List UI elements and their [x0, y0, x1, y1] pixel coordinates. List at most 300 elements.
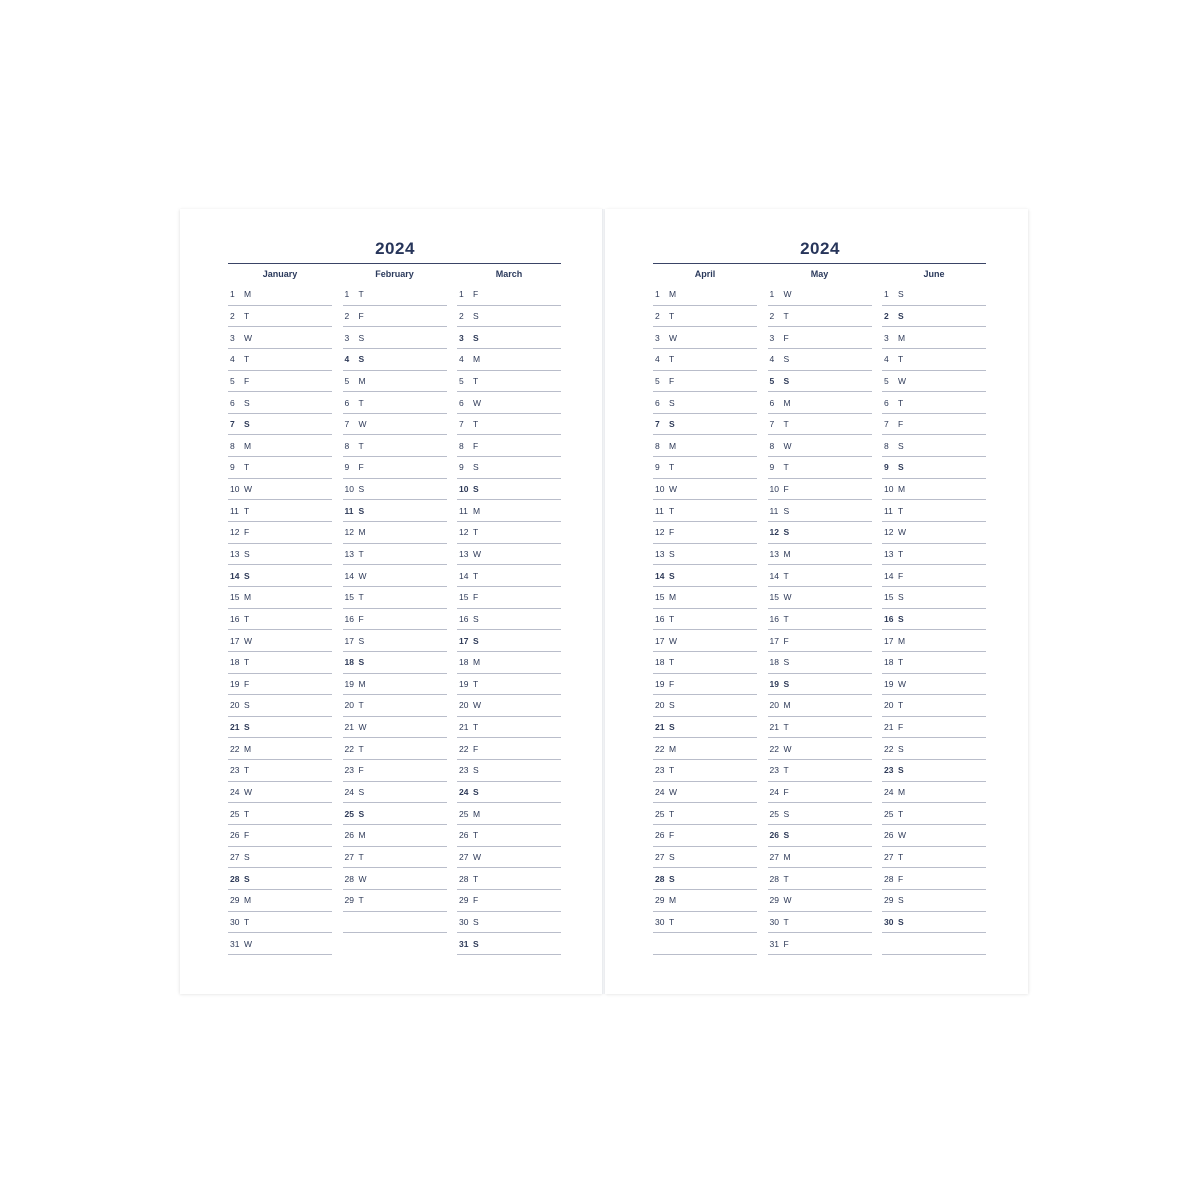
day-number: 11 — [344, 505, 354, 516]
weekday-letter: F — [358, 765, 364, 776]
day-row — [882, 435, 986, 457]
day-number: 27 — [230, 851, 240, 862]
day-row — [228, 652, 332, 674]
day-number: 8 — [884, 440, 889, 451]
day-row — [228, 479, 332, 501]
day-row — [768, 912, 872, 934]
day-number: 5 — [769, 375, 775, 386]
weekday-letter: T — [358, 851, 364, 862]
day-row — [653, 738, 757, 760]
day-row — [228, 565, 332, 587]
day-number: 12 — [230, 527, 240, 538]
months-row — [653, 264, 986, 955]
left-page — [180, 209, 603, 994]
weekday-letter: F — [669, 830, 675, 841]
weekday-letter: S — [244, 851, 250, 862]
day-number: 20 — [344, 700, 354, 711]
day-number: 31 — [459, 938, 469, 949]
weekday-letter: T — [898, 505, 904, 516]
day-number: 30 — [459, 916, 469, 927]
weekday-letter: T — [783, 570, 789, 581]
day-row — [228, 695, 332, 717]
day-row — [343, 609, 447, 631]
day-number: 10 — [884, 484, 894, 495]
weekday-letter: S — [783, 354, 790, 365]
day-row — [882, 912, 986, 934]
weekday-letter: F — [473, 289, 479, 300]
weekday-letter: T — [244, 310, 250, 321]
weekday-letter: T — [244, 462, 250, 473]
day-row — [653, 435, 757, 457]
day-row — [653, 674, 757, 696]
day-number: 13 — [655, 549, 665, 559]
day-row — [882, 371, 986, 393]
day-number: 2 — [655, 310, 660, 321]
month-column — [228, 264, 332, 955]
day-row — [653, 782, 757, 804]
day-row — [457, 695, 561, 717]
day-row — [343, 717, 447, 739]
day-number: 17 — [344, 635, 354, 646]
day-row — [882, 695, 986, 717]
day-number: 25 — [884, 808, 894, 819]
weekday-letter: F — [898, 722, 904, 733]
weekday-letter: T — [244, 657, 250, 668]
weekday-letter: S — [244, 570, 250, 581]
day-row — [653, 544, 757, 566]
weekday-letter: M — [473, 657, 481, 668]
day-number: 3 — [884, 332, 889, 343]
day-number: 4 — [884, 354, 889, 365]
day-row — [768, 868, 872, 890]
day-row — [653, 565, 757, 587]
day-row — [768, 695, 872, 717]
weekday-letter: W — [358, 419, 367, 430]
day-row — [768, 587, 872, 609]
day-number: 24 — [344, 787, 354, 798]
day-row — [882, 609, 986, 631]
day-row — [457, 284, 561, 306]
weekday-letter: T — [473, 375, 479, 386]
day-number: 9 — [655, 462, 660, 473]
month-column — [343, 264, 447, 955]
weekday-letter: M — [358, 527, 366, 538]
weekday-letter: M — [783, 700, 791, 711]
weekday-letter: S — [358, 484, 365, 495]
weekday-letter: S — [783, 830, 790, 841]
day-number: 6 — [655, 397, 660, 408]
day-row — [343, 868, 447, 890]
weekday-letter: F — [473, 743, 479, 754]
day-row — [343, 847, 447, 869]
weekday-letter: S — [783, 527, 790, 538]
weekday-letter: T — [783, 613, 789, 624]
empty-row — [343, 933, 447, 955]
day-row — [653, 609, 757, 631]
day-number: 18 — [344, 657, 354, 668]
day-number: 19 — [769, 678, 779, 689]
day-number: 27 — [459, 851, 469, 862]
day-row — [768, 457, 872, 479]
day-row — [457, 717, 561, 739]
day-number: 9 — [884, 462, 889, 473]
day-row — [343, 522, 447, 544]
empty-row — [882, 933, 986, 955]
day-number: 7 — [655, 419, 660, 430]
day-row — [768, 847, 872, 869]
day-number: 7 — [884, 419, 889, 430]
weekday-letter: W — [898, 830, 907, 841]
day-row — [768, 738, 872, 760]
weekday-letter: T — [898, 354, 904, 365]
day-row — [228, 349, 332, 371]
day-number: 28 — [884, 873, 894, 884]
day-number: 11 — [459, 505, 468, 516]
day-row — [653, 457, 757, 479]
day-row — [228, 847, 332, 869]
day-row — [343, 479, 447, 501]
weekday-letter: F — [783, 635, 789, 646]
day-number: 7 — [769, 419, 775, 430]
weekday-letter: F — [244, 527, 250, 538]
day-row — [882, 349, 986, 371]
day-number: 8 — [230, 440, 235, 451]
day-number: 13 — [884, 549, 894, 559]
weekday-letter: S — [783, 375, 790, 386]
months-row — [228, 264, 561, 955]
weekday-letter: M — [473, 808, 481, 819]
weekday-letter: F — [244, 830, 250, 841]
weekday-letter: T — [898, 657, 904, 668]
day-row — [228, 890, 332, 912]
day-number: 13 — [344, 549, 354, 559]
day-row — [343, 544, 447, 566]
day-number: 10 — [459, 484, 469, 495]
day-number: 19 — [884, 678, 894, 689]
day-row — [768, 284, 872, 306]
day-row — [457, 457, 561, 479]
day-row — [343, 435, 447, 457]
day-number: 1 — [655, 289, 660, 300]
day-number: 17 — [230, 635, 240, 646]
weekday-letter: S — [783, 657, 790, 668]
day-number: 14 — [459, 570, 469, 581]
day-row — [882, 652, 986, 674]
day-number: 22 — [655, 743, 665, 754]
day-row — [343, 565, 447, 587]
month-column — [768, 264, 872, 955]
day-row — [343, 371, 447, 393]
day-row — [228, 674, 332, 696]
day-row — [768, 630, 872, 652]
day-number: 20 — [769, 700, 779, 711]
day-row — [457, 738, 561, 760]
weekday-letter: S — [358, 808, 365, 819]
day-row — [228, 392, 332, 414]
weekday-letter: M — [898, 635, 906, 646]
day-row — [228, 457, 332, 479]
weekday-letter: S — [669, 419, 675, 430]
day-row — [343, 457, 447, 479]
day-number: 15 — [459, 592, 469, 603]
day-row — [228, 630, 332, 652]
weekday-letter: S — [473, 310, 479, 321]
day-row — [768, 522, 872, 544]
day-row — [653, 414, 757, 436]
weekday-letter: S — [473, 765, 479, 776]
day-row — [343, 327, 447, 349]
day-number: 18 — [655, 657, 665, 668]
day-row — [768, 652, 872, 674]
weekday-letter: T — [473, 873, 479, 884]
day-row — [882, 717, 986, 739]
day-number: 13 — [769, 549, 779, 559]
weekday-letter: T — [898, 808, 904, 819]
weekday-letter: S — [898, 592, 904, 603]
day-row — [768, 674, 872, 696]
weekday-letter: W — [473, 700, 482, 711]
year-title: 2024 — [375, 239, 415, 258]
day-number: 5 — [230, 375, 235, 386]
day-row — [653, 392, 757, 414]
weekday-letter: F — [898, 419, 904, 430]
weekday-letter: S — [783, 678, 790, 689]
day-row — [457, 565, 561, 587]
day-number: 17 — [884, 635, 894, 646]
empty-row — [343, 912, 447, 934]
weekday-letter: S — [898, 743, 904, 754]
day-row — [457, 371, 561, 393]
day-number: 3 — [769, 332, 775, 343]
weekday-letter: S — [358, 332, 365, 343]
day-row — [653, 760, 757, 782]
weekday-letter: T — [473, 678, 479, 689]
day-row — [228, 306, 332, 328]
day-row — [882, 803, 986, 825]
weekday-letter: M — [898, 484, 906, 495]
day-number: 25 — [344, 808, 354, 819]
day-number: 28 — [344, 873, 354, 884]
weekday-letter: W — [244, 484, 253, 495]
weekday-letter: W — [473, 397, 482, 408]
day-number: 5 — [459, 375, 464, 386]
day-number: 15 — [884, 592, 894, 603]
weekday-letter: W — [669, 635, 678, 646]
day-row — [228, 738, 332, 760]
day-row — [653, 847, 757, 869]
day-number: 26 — [459, 830, 469, 841]
day-row — [882, 868, 986, 890]
month-name: June — [923, 269, 945, 279]
day-row — [457, 868, 561, 890]
weekday-letter: T — [669, 354, 675, 365]
weekday-letter: M — [473, 505, 481, 516]
day-number: 23 — [230, 765, 240, 776]
weekday-letter: M — [669, 440, 677, 451]
weekday-letter: T — [358, 592, 364, 603]
day-number: 20 — [230, 700, 240, 711]
day-number: 22 — [769, 743, 779, 754]
day-row — [457, 782, 561, 804]
day-number: 12 — [655, 527, 665, 538]
day-row — [457, 825, 561, 847]
day-row — [768, 544, 872, 566]
day-number: 15 — [769, 592, 779, 603]
day-row — [768, 609, 872, 631]
weekday-letter: T — [669, 657, 675, 668]
day-number: 3 — [230, 332, 235, 343]
weekday-letter: T — [783, 916, 789, 927]
day-number: 14 — [344, 570, 354, 581]
weekday-letter: S — [669, 549, 675, 559]
day-row — [768, 717, 872, 739]
weekday-letter: M — [669, 289, 677, 300]
weekday-letter: W — [783, 592, 792, 603]
weekday-letter: S — [244, 722, 250, 733]
day-row — [882, 587, 986, 609]
day-row — [768, 349, 872, 371]
weekday-letter: T — [898, 700, 904, 711]
day-number: 16 — [230, 613, 240, 624]
weekday-letter: S — [473, 635, 479, 646]
day-number: 22 — [230, 743, 240, 754]
month-name: April — [694, 269, 716, 279]
day-row — [343, 392, 447, 414]
day-row — [882, 306, 986, 328]
day-number: 16 — [459, 613, 469, 624]
weekday-letter: W — [898, 375, 907, 386]
day-row — [228, 717, 332, 739]
day-number: 10 — [769, 484, 779, 495]
day-number: 18 — [769, 657, 779, 668]
day-row — [228, 782, 332, 804]
day-number: 5 — [884, 375, 889, 386]
weekday-letter: S — [669, 851, 675, 862]
day-number: 26 — [769, 830, 779, 841]
day-number: 4 — [459, 354, 464, 365]
weekday-letter: S — [244, 873, 250, 884]
day-number: 19 — [344, 678, 354, 689]
day-row — [457, 760, 561, 782]
day-row — [882, 392, 986, 414]
day-number: 27 — [655, 851, 665, 862]
weekday-letter: S — [358, 505, 365, 516]
day-row — [343, 587, 447, 609]
day-row — [882, 565, 986, 587]
day-number: 21 — [459, 722, 469, 733]
day-number: 2 — [769, 310, 775, 321]
weekday-letter: S — [898, 765, 904, 776]
day-number: 30 — [884, 916, 894, 927]
weekday-letter: S — [473, 462, 479, 473]
day-number: 28 — [459, 873, 469, 884]
day-number: 22 — [459, 743, 469, 754]
day-row — [653, 500, 757, 522]
day-row — [768, 782, 872, 804]
day-number: 28 — [769, 873, 779, 884]
day-row — [882, 544, 986, 566]
day-number: 11 — [655, 505, 664, 516]
day-number: 11 — [884, 505, 893, 516]
weekday-letter: S — [898, 895, 904, 906]
day-row — [882, 284, 986, 306]
day-number: 25 — [459, 808, 469, 819]
day-row — [457, 435, 561, 457]
weekday-letter: F — [244, 678, 250, 689]
day-row — [653, 912, 757, 934]
day-row — [228, 587, 332, 609]
day-number: 13 — [459, 549, 469, 559]
day-row — [343, 738, 447, 760]
weekday-letter: S — [473, 484, 479, 495]
weekday-letter: S — [358, 354, 365, 365]
day-row — [768, 414, 872, 436]
month-grid — [228, 263, 561, 955]
day-row — [768, 371, 872, 393]
weekday-letter: F — [473, 592, 479, 603]
weekday-letter: T — [898, 397, 904, 408]
day-number: 14 — [884, 570, 894, 581]
day-number: 4 — [230, 354, 235, 365]
weekday-letter: W — [358, 570, 367, 581]
day-number: 4 — [344, 354, 350, 365]
weekday-letter: W — [783, 440, 792, 451]
day-row — [457, 414, 561, 436]
day-number: 3 — [344, 332, 350, 343]
day-row — [457, 890, 561, 912]
day-number: 1 — [769, 289, 775, 300]
weekday-letter: M — [669, 895, 677, 906]
day-number: 24 — [230, 787, 240, 798]
weekday-letter: T — [358, 700, 364, 711]
day-row — [768, 435, 872, 457]
weekday-letter: T — [783, 765, 789, 776]
day-row — [228, 868, 332, 890]
weekday-letter: F — [783, 484, 789, 495]
day-row — [653, 890, 757, 912]
weekday-letter: S — [898, 310, 904, 321]
weekday-letter: T — [783, 873, 789, 884]
weekday-letter: T — [358, 743, 364, 754]
month-grid — [653, 263, 986, 955]
weekday-letter: W — [783, 895, 792, 906]
weekday-letter: S — [898, 440, 904, 451]
weekday-letter: S — [669, 397, 675, 408]
day-number: 30 — [655, 916, 665, 927]
weekday-letter: M — [358, 830, 366, 841]
day-number: 14 — [230, 570, 240, 581]
day-row — [457, 522, 561, 544]
day-number: 2 — [344, 310, 350, 321]
day-number: 21 — [884, 722, 894, 733]
day-number: 7 — [230, 419, 235, 430]
day-number: 10 — [655, 484, 665, 495]
weekday-letter: W — [473, 851, 482, 862]
day-number: 1 — [344, 289, 350, 300]
day-number: 3 — [655, 332, 660, 343]
day-row — [228, 803, 332, 825]
day-number: 2 — [459, 310, 464, 321]
weekday-letter: F — [783, 332, 789, 343]
day-row — [457, 630, 561, 652]
day-number: 27 — [769, 851, 779, 862]
day-row — [653, 327, 757, 349]
weekday-letter: W — [669, 332, 678, 343]
day-row — [228, 284, 332, 306]
day-number: 27 — [344, 851, 354, 862]
day-number: 5 — [344, 375, 350, 386]
day-row — [457, 933, 561, 955]
